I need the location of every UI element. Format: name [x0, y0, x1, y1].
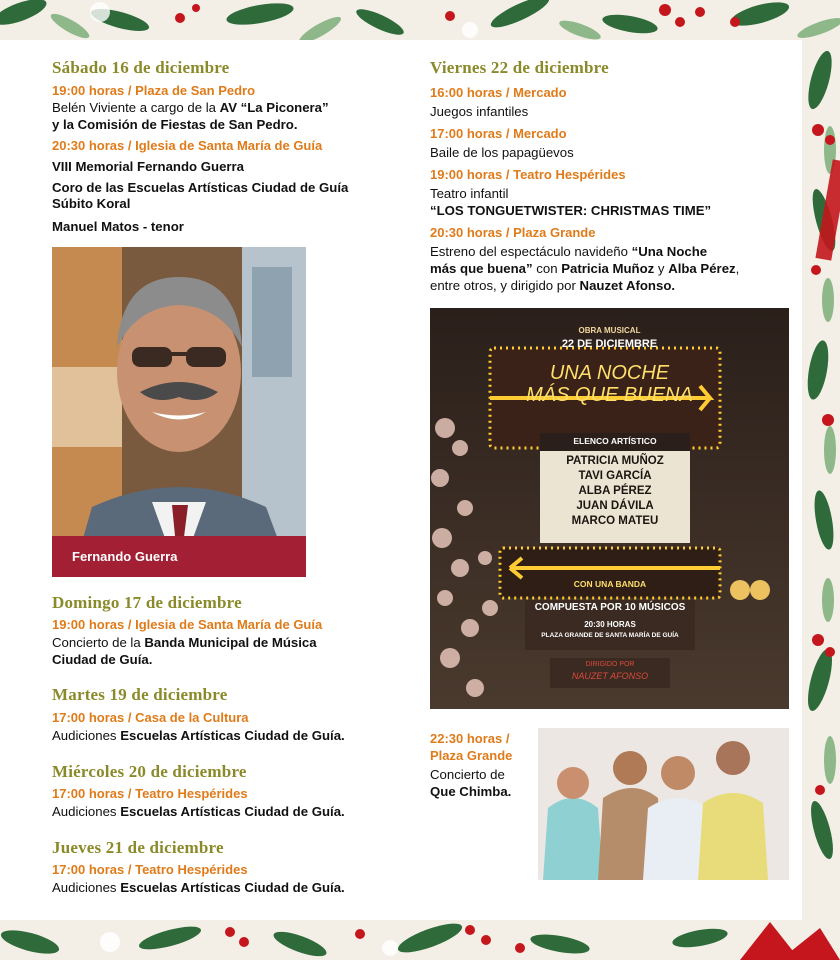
event-time: 16:00 horas / Mercado — [430, 85, 567, 100]
event-time: 17:00 horas / Casa de la Cultura — [52, 710, 249, 725]
cast-member: ALBA PÉREZ — [578, 485, 652, 497]
poster-cast-heading: ELENCO ARTÍSTICO — [573, 436, 657, 446]
event-description: Manuel Matos - tenor — [52, 219, 184, 234]
event-time: 20:30 horas / Iglesia de Santa María de Guía — [52, 138, 323, 153]
event-description — [52, 634, 317, 651]
text-segment: Belén Viviente a cargo de la — [52, 100, 220, 115]
text-segment: Estreno del espectáculo navideño — [430, 244, 632, 259]
event-description — [52, 879, 345, 896]
text-segment: Escuelas Artísticas Ciudad de Guía. — [120, 804, 345, 819]
fernando-guerra-photo — [52, 247, 306, 577]
event-time: 17:00 horas / Mercado — [430, 126, 567, 141]
day-heading-miercoles: Miércoles 20 de diciembre — [52, 762, 247, 781]
photo-caption: Fernando Guerra — [72, 549, 178, 564]
show-poster — [430, 308, 789, 709]
event-description: Ciudad de Guía. — [52, 652, 153, 667]
text-segment: Nauzet Afonso. — [579, 278, 676, 293]
text-segment: Escuelas Artísticas Ciudad de Guía. — [120, 880, 345, 895]
event-time: 20:30 horas / Plaza Grande — [430, 225, 596, 240]
day-heading-domingo: Domingo 17 de diciembre — [52, 593, 242, 612]
event-description: Teatro infantil — [430, 186, 509, 201]
event-description: y la Comisión de Fiestas de San Pedro. — [52, 117, 298, 132]
event-description — [430, 277, 675, 294]
poster-director: NAUZET AFONSO — [571, 671, 649, 681]
event-description: Baile de los papagüevos — [430, 145, 574, 160]
text-segment: Audiciones — [52, 804, 121, 819]
poster-time: 20:30 HORAS — [584, 620, 636, 629]
text-segment: Audiciones — [52, 880, 121, 895]
poster-venue: PLAZA GRANDE DE SANTA MARÍA DE GUÍA — [541, 632, 679, 639]
event-venue: Plaza Grande — [430, 748, 513, 763]
poster-date: 22 DE DICIEMBRE — [561, 338, 658, 350]
text-segment: entre otros, y dirigido por — [430, 278, 580, 293]
text-segment: AV “La Piconera” — [219, 100, 329, 115]
text-segment: , — [735, 261, 740, 276]
event-description — [52, 99, 329, 116]
cast-member: MARCO MATEU — [571, 515, 659, 527]
event-description: Concierto de — [430, 767, 505, 782]
holly-border-top — [0, 0, 840, 42]
event-description: Coro de las Escuelas Artísticas Ciudad de Guía — [52, 180, 349, 195]
day-heading-viernes: Viernes 22 de diciembre — [430, 58, 609, 77]
event-title: “LOS TONGUETWISTER: CHRISTMAS TIME” — [430, 203, 712, 218]
event-description — [430, 260, 739, 277]
text-segment: Escuelas Artísticas Ciudad de Guía. — [120, 728, 345, 743]
day-heading-sabado: Sábado 16 de diciembre — [52, 58, 230, 77]
event-description: Juegos infantiles — [430, 104, 529, 119]
poster-director-label: DIRIGIDO POR — [585, 661, 635, 668]
poster-band-line1: CON UNA BANDA — [573, 579, 647, 589]
event-title: Que Chimba. — [430, 784, 512, 799]
event-description: Súbito Koral — [52, 196, 131, 211]
event-description — [52, 803, 345, 820]
cast-member: JUAN DÁVILA — [576, 500, 654, 512]
event-time: 19:00 horas / Iglesia de Santa María de Guía — [52, 617, 323, 632]
event-time: 19:00 horas / Teatro Hespérides — [430, 167, 626, 182]
event-time: 22:30 horas / — [430, 731, 510, 746]
holly-border-right — [800, 40, 840, 920]
event-title: VIII Memorial Fernando Guerra — [52, 159, 244, 174]
text-segment: Concierto de la — [52, 635, 145, 650]
holly-border-bottom — [0, 918, 840, 960]
text-segment: “Una Noche — [631, 244, 708, 259]
text-segment: más que buena” — [430, 261, 533, 276]
text-segment: Audiciones — [52, 728, 121, 743]
photo-caption-bar — [52, 536, 306, 577]
holly-border-left — [0, 40, 32, 920]
poster-title-line1: UNA NOCHE — [549, 362, 670, 384]
text-segment: y — [654, 261, 669, 276]
event-time: 17:00 horas / Teatro Hespérides — [52, 786, 248, 801]
cast-member: PATRICIA MUÑOZ — [566, 455, 664, 467]
text-segment: Alba Pérez — [668, 261, 736, 276]
event-description — [52, 727, 345, 744]
poster-band-line2: COMPUESTA POR 10 MÚSICOS — [534, 602, 686, 613]
poster-kicker: OBRA MUSICAL — [578, 326, 641, 335]
cast-member: TAVI GARCÍA — [578, 470, 652, 482]
que-chimba-photo — [538, 728, 789, 880]
day-heading-jueves: Jueves 21 de diciembre — [52, 838, 224, 857]
text-segment: con — [532, 261, 562, 276]
day-heading-martes: Martes 19 de diciembre — [52, 685, 228, 704]
event-time: 17:00 horas / Teatro Hespérides — [52, 862, 248, 877]
poster-cast-list — [540, 454, 690, 529]
poster-title-line2: MÁS QUE BUENA — [526, 384, 693, 406]
text-segment: Banda Municipal de Música — [144, 635, 317, 650]
event-description — [430, 243, 707, 260]
event-time: 19:00 horas / Plaza de San Pedro — [52, 83, 256, 98]
text-segment: Patricia Muñoz — [561, 261, 655, 276]
